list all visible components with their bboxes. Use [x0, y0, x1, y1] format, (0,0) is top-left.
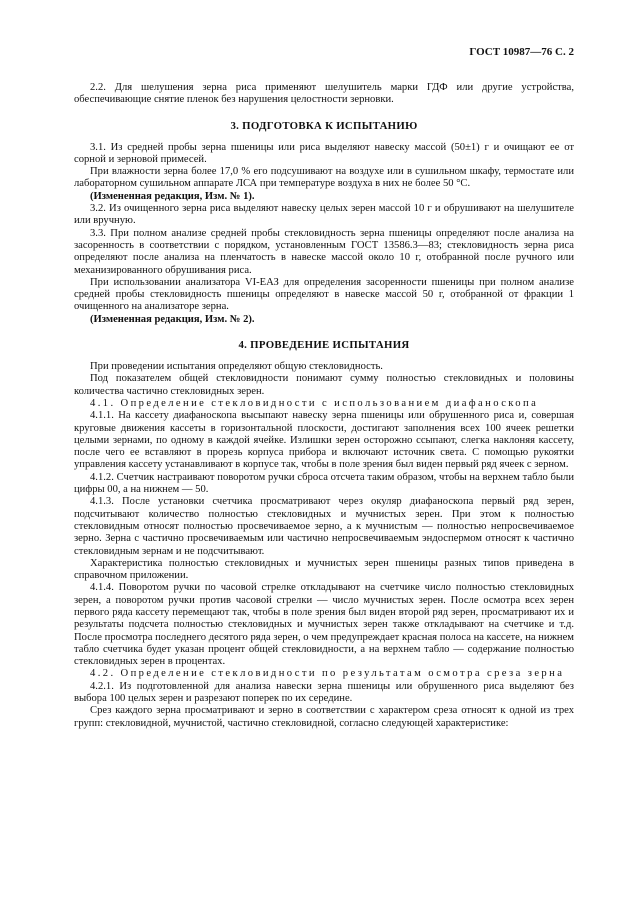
amendment-note-1: (Измененная редакция, Изм. № 1). [90, 190, 255, 202]
subsection-4-2-heading: 4.2. Определение стекловидности по результатам осмотра среза зерна [90, 668, 565, 680]
paragraph-4-definition: Под показателем общей стекловидности понимают сумму полностью стекловидных и половины количества частично стекловидных зерен. [74, 373, 574, 397]
subsection-4-1-heading: 4.1. Определение стекловидности с использованием диафаноскопа [90, 397, 539, 409]
paragraph-4-intro: При проведении испытания определяют общую стекловидность. [90, 361, 383, 373]
paragraph-2-2: 2.2. Для шелушения зерна риса применяют шелушитель марки ГДФ или другие устройства, обеспечивающие снятие пленок без нарушения целостности зерновки. [74, 82, 574, 106]
paragraph-4-1-4: 4.1.4. Поворотом ручки по часовой стрелке откладывают на счетчике число полностью стекловидных зерен, а поворотом ручки против часовой стрелки — число мучнистых зерен. После осмотра всех зерен первого ряда кассету перемещают так, чтобы в поле зрения был виден второй ряд зерен, просматривают их и результаты подсчета полностью стекловидных и мучнистых зерен также откладывают на счетчике и т.д. После просмотра последнего десятого ряда зерен, о чем предупреждает красная полоса на кассете, на нижнем табло счетчика будет указан процент общей стекловидности, а на верхнем табло — содержание полностью стекловидных зерен в процентах. [74, 582, 574, 668]
paragraph-4-2-1-groups: Срез каждого зерна просматривают и зерно в соответствии с характером среза относят к одной из трех групп: стекловидной, мучнистой, частично стекловидной, согласно следующей характеристике: [74, 705, 574, 729]
paragraph-4-1-2: 4.1.2. Счетчик настраивают поворотом ручки сброса отсчета таким образом, чтобы на верхнем табло были цифры 00, а на нижнем — 50. [74, 471, 574, 496]
section-4-title: 4. ПРОВЕДЕНИЕ ИСПЫТАНИЯ [238, 339, 410, 352]
page-header: ГОСТ 10987—76 С. 2 [469, 46, 574, 58]
paragraph-4-1-3-reference: Характеристика полностью стекловидных и мучнистых зерен пшеницы разных типов приведена в справочном приложении. [74, 557, 574, 582]
paragraph-3-2: 3.2. Из очищенного зерна риса выделяют навеску целых зерен массой 10 г и обрушивают на шелушителе или вручную. [74, 203, 574, 227]
paragraph-3-1: 3.1. Из средней пробы зерна пшеницы или риса выделяют навеску массой (50±1) г и очищают ее от сорной и зерновой примесей. [74, 141, 574, 165]
paragraph-3-3: 3.3. При полном анализе средней пробы стекловидность зерна пшеницы определяют после анализа на засоренность в соответствии с порядком, установленным ГОСТ 13586.3—83; стекловидность зерна риса определяют после анализа на пленчатость в навеске массой около 10 г, отобранной после ручного или механизированного обрушивания риса. [74, 227, 574, 276]
paragraph-4-2-1: 4.2.1. Из подготовленной для анализа навески зерна пшеницы или обрушенного риса выделяют без выбора 100 целых зерен и разрезают поперек по их середине. [74, 680, 574, 705]
paragraph-4-1-1: 4.1.1. На кассету диафаноскопа высыпают навеску зерна пшеницы или обрушенного риса и, совершая круговые движения кассеты в горизонтальной плоскости, достигают заполнения всех 100 ячеек решетки целыми зернами, по одному в каждой ячейке. Излишки зерен осторожно ссыпают, слегка наклоняя кассету, после чего ее вставляют в прорезь корпуса прибора и включают источник света. С помощью рукоятки управления кассету устанавливают в корпусе так, чтобы в поле зрения был виден первый ряд ячеек с зерном. [74, 410, 574, 471]
paragraph-3-3-analyzer: При использовании анализатора VI-ЕАЗ для определения засоренности пшеницы при полном анализе средней пробы стекловидность пшеницы определяют в навеске массой 50 г, отобранной от фракции 1 очищенного на анализаторе зерна. [74, 276, 574, 313]
paragraph-3-1-moisture: При влажности зерна более 17,0 % его подсушивают на воздухе или в сушильном шкафу, термостате или лабораторном сушильном аппарате ЛСА при температуре воздуха в них не более 50 °С. [74, 166, 574, 190]
section-3-title: 3. ПОДГОТОВКА К ИСПЫТАНИЮ [230, 119, 418, 132]
amendment-note-2: (Измененная редакция, Изм. № 2). [90, 313, 255, 325]
document-page [74, 46, 574, 730]
paragraph-4-1-3: 4.1.3. После установки счетчика просматривают через окуляр диафаноскопа первый ряд зерен, подсчитывают количество полностью стекловидных и мучнистых зерен. При этом к полностью стекловидным относят полностью просвечиваемое зерно, а к мучнистым — полностью непросвечиваемое зерно. Зерна с частично просвечиваемым или частично непросвечиваемым эндоспермом относят к частично стекловидным зернам и не подсчитывают. [74, 496, 574, 557]
